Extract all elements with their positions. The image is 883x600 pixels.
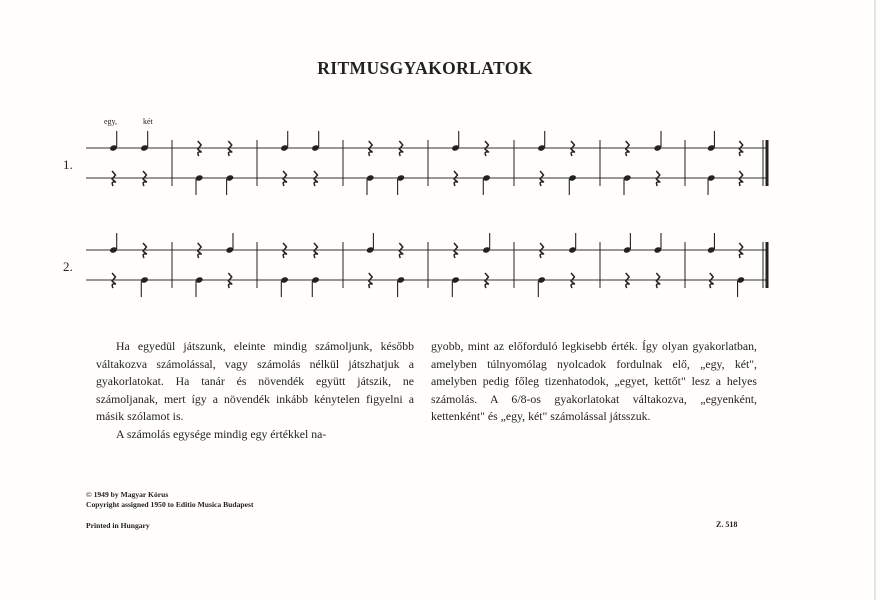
page-edge bbox=[874, 0, 876, 600]
exercise-number-2: 2. bbox=[63, 259, 73, 274]
exercise-number-1: 1. bbox=[63, 157, 73, 172]
printed-in: Printed in Hungary bbox=[86, 521, 150, 530]
syllable-ket: két bbox=[143, 117, 153, 126]
paragraph: A számolás egysége mindig egy értékkel na- bbox=[116, 426, 327, 441]
text-column-right bbox=[431, 338, 757, 426]
paragraph: gyobb, mint az előforduló legkisebb érték. Így olyan gyakorlatban, amelyben túlnyomólag nyolcadok fordulnak elő, „egy, két", amelyben pedig főleg tizenhatodok, „egyet, kettőt" lesz a helyes számolás. A 6/8-os gyakorlatokat váltakozva, „egyenként, kettenként" és „egy, két" számolással játsszuk. bbox=[431, 339, 757, 423]
copyright-notice bbox=[86, 490, 254, 510]
copyright-line: Copyright assigned 1950 to Editio Musica Budapest bbox=[86, 500, 254, 509]
paragraph: Ha egyedül játszunk, eleinte mindig számoljunk, később váltakozva számolással, vagy számolás nélkül játszhatjuk a gyakorlatokat. Ha tanár és növendék együtt játszik, ne számoljanak, mert így a növendék inkább kénytelen figyelni a másik szólamot is. bbox=[96, 339, 414, 423]
syllable-egy: egy, bbox=[104, 117, 118, 126]
page-title: RITMUSGYAKORLATOK bbox=[317, 58, 533, 78]
text-column-left bbox=[96, 338, 414, 443]
catalog-code: Z. 518 bbox=[716, 520, 738, 529]
copyright-line: © 1949 by Magyar Kórus bbox=[86, 490, 169, 499]
